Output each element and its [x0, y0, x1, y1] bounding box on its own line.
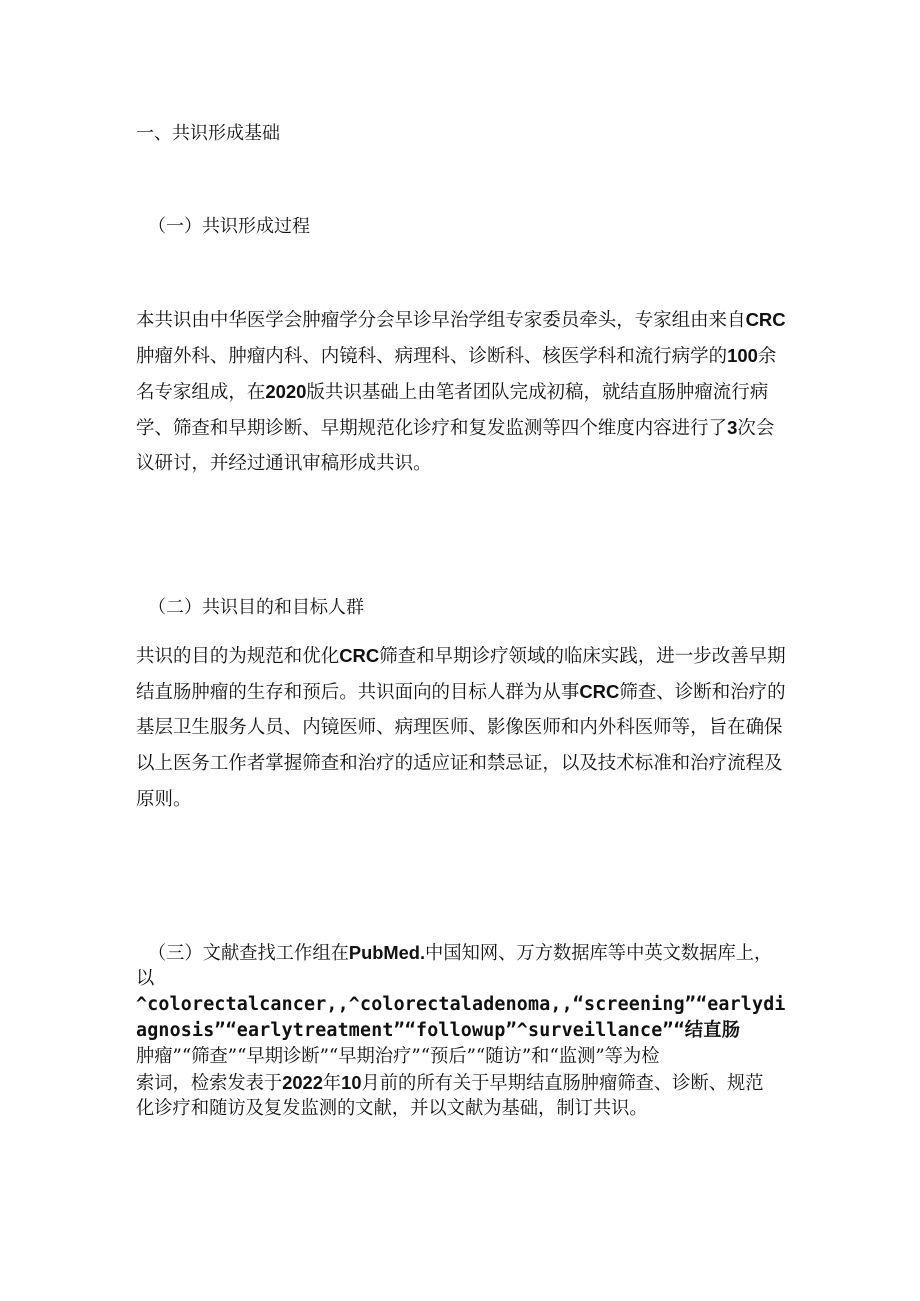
- paragraph-line: 原则。: [136, 789, 192, 810]
- paragraph-line: （三）文献查找工作组在PubMed.中国知网、万方数据库等中英文数据库上，: [147, 942, 773, 964]
- paragraph-line: 共识的目的为规范和优化CRC筛查和早期诊疗领域的临床实践，进一步改善早期: [136, 645, 786, 667]
- paragraph-line: 索词，检索发表于2022年10月前的所有关于早期结直肠肿瘤筛查、诊断、规范: [136, 1072, 764, 1094]
- search-terms-line: ^colorectalcancer,,^colorectaladenoma,,“screening”“earlydi: [136, 994, 786, 1015]
- subsection-1-paragraph: [136, 302, 787, 482]
- paragraph-line: 本共识由中华医学会肿瘤学分会早诊早治学组专家委员牵头，专家组由来自CRC: [136, 309, 786, 331]
- paragraph-line: 肿瘤外科、肿瘤内科、内镜科、病理科、诊断科、核医学科和流行病学的100余: [136, 345, 777, 367]
- section-heading: 一、共识形成基础: [136, 123, 280, 144]
- subsection-3-paragraph: [136, 940, 794, 1122]
- subsection-2-heading: （二）共识目的和目标人群: [148, 597, 364, 618]
- paragraph-line: 议研讨，并经过通讯审稿形成共识。: [136, 453, 432, 474]
- search-terms-line: agnosis”“earlytreatment”“followup”^surveillance”“结直肠: [136, 1020, 741, 1041]
- paragraph-line: 以: [136, 968, 155, 989]
- paragraph-line: 名专家组成，在2020版共识基础上由笔者团队完成初稿，就结直肠肿瘤流行病: [136, 381, 769, 403]
- paragraph-line: 学、筛查和早期诊断、早期规范化诊疗和复发监测等四个维度内容进行了3次会: [136, 417, 775, 439]
- subsection-2-paragraph: [136, 638, 787, 818]
- paragraph-line: 以上医务工作者掌握筛查和治疗的适应证和禁忌证，以及技术标准和治疗流程及: [136, 753, 783, 774]
- subsection-1-heading: （一）共识形成过程: [148, 216, 310, 237]
- paragraph-line: 结直肠肿瘤的生存和预后。共识面向的目标人群为从事CRC筛查、诊断和治疗的: [136, 681, 786, 703]
- paragraph-line: 肿瘤”“筛查”“早期诊断”“早期治疗”“预后”“随访”和“监测”等为检: [136, 1046, 660, 1067]
- paragraph-line: 基层卫生服务人员、内镜医师、病理医师、影像医师和内外科医师等，旨在确保: [136, 717, 783, 738]
- paragraph-line: 化诊疗和随访及复发监测的文献，并以文献为基础，制订共识。: [136, 1098, 648, 1119]
